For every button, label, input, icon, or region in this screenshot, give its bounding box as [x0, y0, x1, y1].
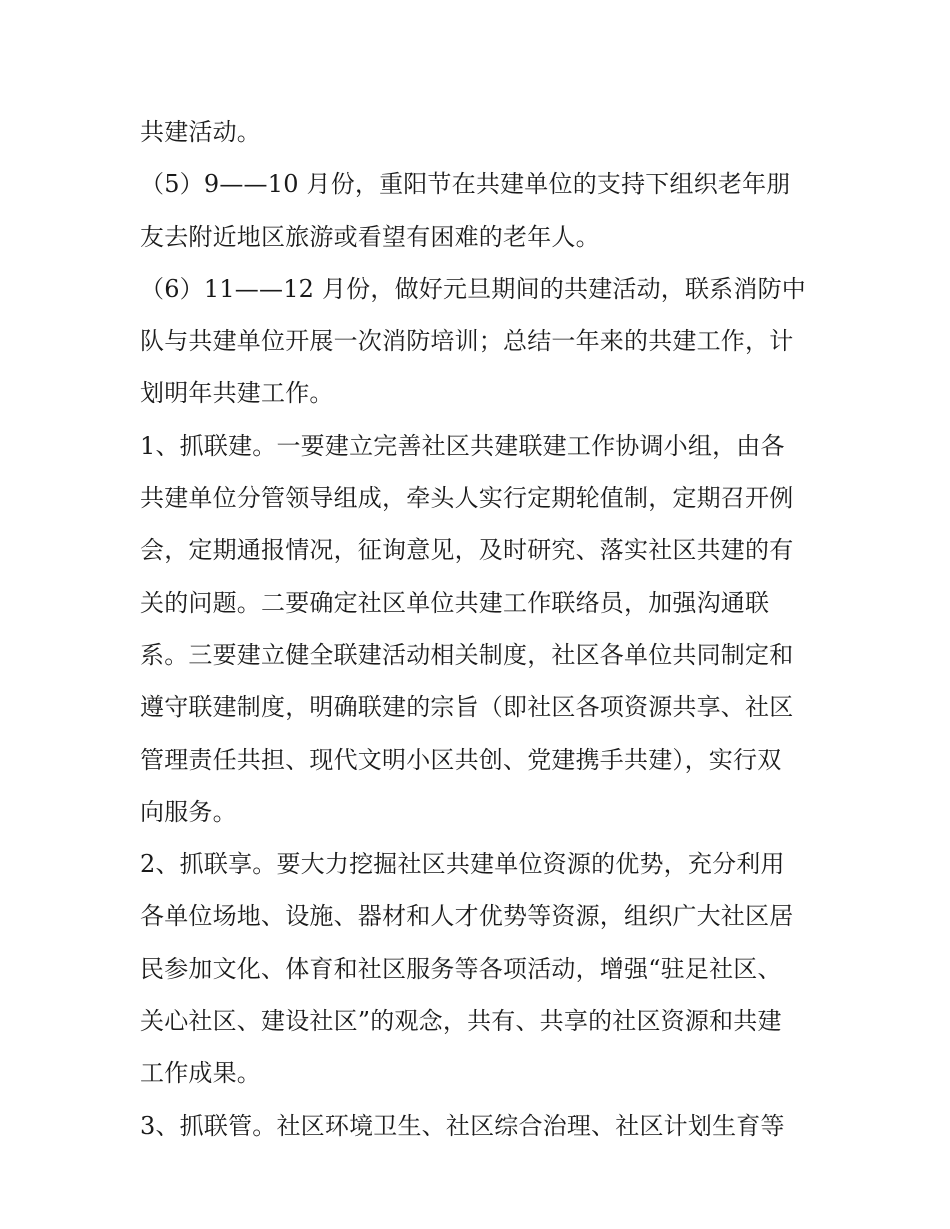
text-line: 友去附近地区旅游或看望有困难的老年人。: [140, 222, 600, 251]
text-line: 民参加文化、体育和社区服务等各项活动，增强“驻足社区、: [140, 954, 782, 983]
text-line: 遵守联建制度，明确联建的宗旨（即社区各项资源共享、社区: [140, 693, 794, 722]
text-line: 关的问题。二要确定社区单位共建工作联络员，加强沟通联: [140, 588, 770, 617]
text-line: 向服务。: [140, 797, 237, 826]
text-line: 2、抓联享。要大力挖掘社区共建单位资源的优势，充分利用: [140, 850, 785, 879]
text-line: 队与共建单位开展一次消防培训；总结一年来的共建工作，计: [140, 327, 794, 356]
text-line: 1、抓联建。一要建立完善社区共建联建工作协调小组，由各: [140, 431, 785, 460]
text-line: 3、抓联管。社区环境卫生、社区综合治理、社区计划生育等: [140, 1111, 785, 1140]
text-line: 共建单位分管领导组成，牵头人实行定期轮值制，定期召开例: [140, 484, 794, 513]
text-line: 工作成果。: [140, 1059, 261, 1088]
text-line: （6）11——12 月份，做好元旦期间的共建活动，联系消防中: [140, 274, 806, 303]
text-line: （5）9——10 月份，重阳节在共建单位的支持下组织老年朋: [140, 170, 791, 199]
text-line: 会，定期通报情况，征询意见，及时研究、落实社区共建的有: [140, 536, 794, 565]
text-line: 管理责任共担、现代文明小区共创、党建携手共建），实行双: [140, 745, 782, 774]
text-line: 共建活动。: [140, 118, 261, 146]
document-body: [140, 106, 820, 1152]
text-line: 划明年共建工作。: [140, 379, 334, 408]
text-line: 各单位场地、设施、器材和人才优势等资源，组织广大社区居: [140, 902, 794, 931]
text-line: 系。三要建立健全联建活动相关制度，社区各单位共同制定和: [140, 640, 794, 669]
text-line: 关心社区、建设社区”的观念，共有、共享的社区资源和共建: [140, 1007, 782, 1036]
